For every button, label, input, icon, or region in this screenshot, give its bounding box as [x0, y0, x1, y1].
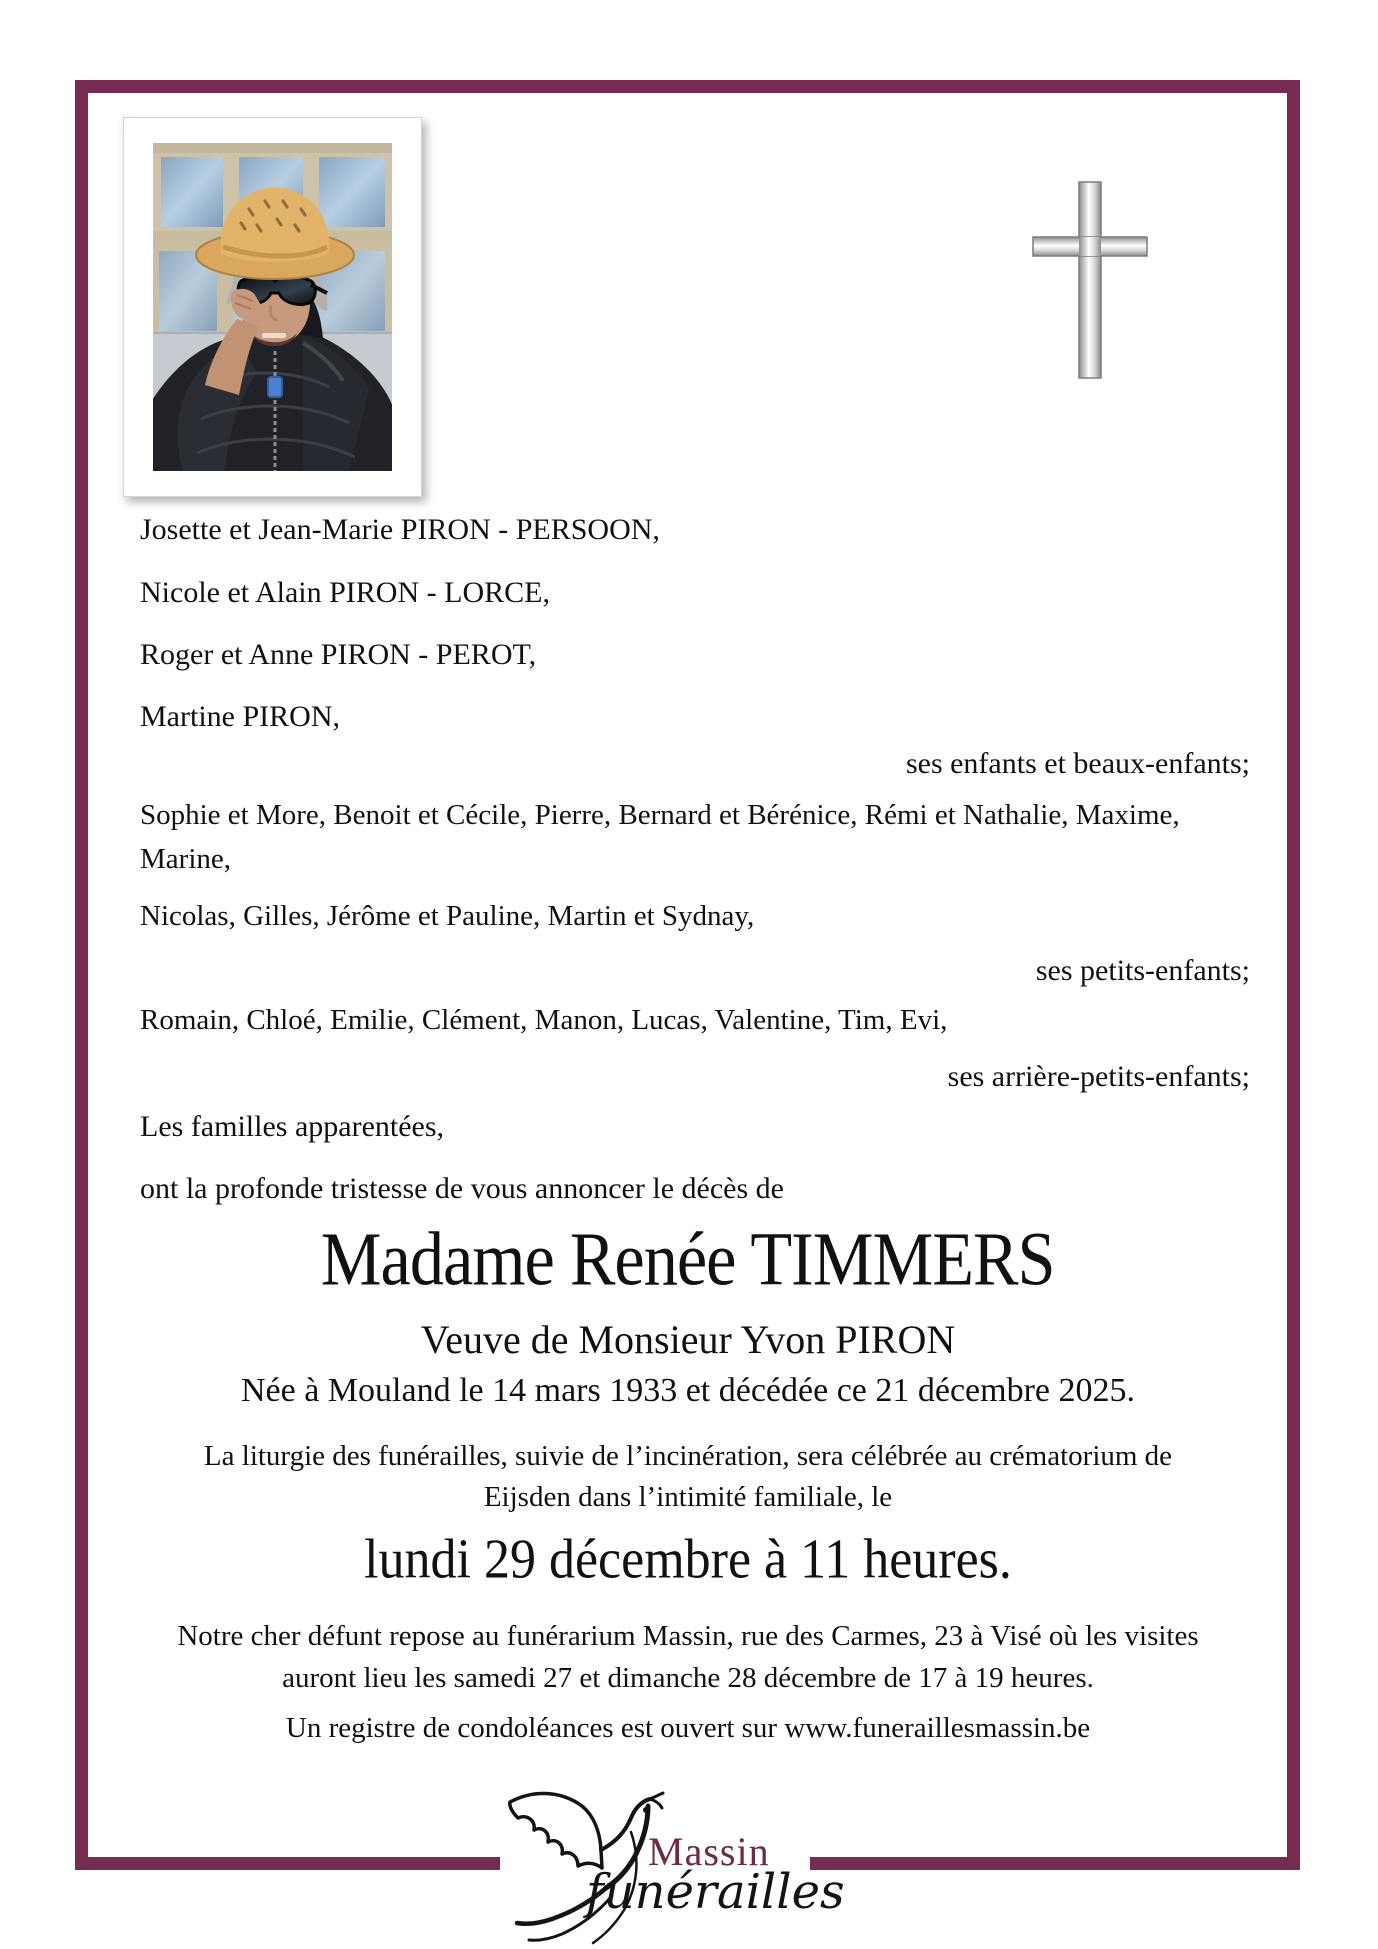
children-line: Nicole et Alain PIRON - LORCE,	[140, 576, 550, 609]
liturgy-line: La liturgie des funérailles, suivie de l’incinération, sera célébrée au crématorium de	[203, 1440, 1173, 1472]
grandchildren-line: Marine,	[140, 843, 231, 875]
visits-line: auront lieu les samedi 27 et dimanche 28 décembre de 17 à 19 heures.	[282, 1662, 1094, 1694]
announcement-line: ont la profonde tristesse de vous annoncer le décès de	[140, 1172, 784, 1205]
grandchildren-label: ses petits-enfants;	[1035, 954, 1250, 987]
cross-icon	[1030, 180, 1150, 385]
children-line: Roger et Anne PIRON - PEROT,	[140, 638, 537, 671]
great-grandchildren-line: Romain, Chloé, Emilie, Clément, Manon, Lucas, Valentine, Tim, Evi,	[140, 1004, 948, 1036]
life-dates-line: Née à Mouland le 14 mars 1933 et décédée ce 21 décembre 2025.	[240, 1372, 1136, 1409]
ceremony-datetime: lundi 29 décembre à 11 heures.	[364, 1529, 1012, 1591]
liturgy-line: Eijsden dans l’intimité familiale, le	[483, 1481, 893, 1513]
grandchildren-line: Sophie et More, Benoit et Cécile, Pierre, Bernard et Bérénice, Rémi et Nathalie, Maxime,	[140, 799, 1180, 831]
logo-name: Massin	[648, 1829, 770, 1874]
portrait-photo-illustration	[153, 143, 392, 471]
grandchildren-line: Nicolas, Gilles, Jérôme et Pauline, Martin et Sydnay,	[140, 900, 755, 932]
logo-subtitle: funérailles	[586, 1864, 845, 1920]
children-line: Josette et Jean-Marie PIRON - PERSOON,	[140, 513, 660, 546]
children-line: Martine PIRON,	[140, 700, 340, 733]
visits-line: Notre cher défunt repose au funérarium Massin, rue des Carmes, 23 à Visé où les visites	[177, 1620, 1199, 1652]
children-label: ses enfants et beaux-enfants;	[905, 747, 1250, 780]
condolence-register-line: Un registre de condoléances est ouvert sur www.funeraillesmassin.be	[285, 1712, 1091, 1744]
deceased-name: Madame Renée TIMMERS	[321, 1217, 1055, 1302]
related-families-line: Les familles apparentées,	[140, 1110, 445, 1143]
widow-line: Veuve de Monsieur Yvon PIRON	[420, 1317, 956, 1362]
funeral-home-logo	[500, 1782, 845, 1949]
great-grandchildren-label: ses arrière-petits-enfants;	[947, 1060, 1250, 1093]
portrait-photo	[123, 117, 422, 497]
